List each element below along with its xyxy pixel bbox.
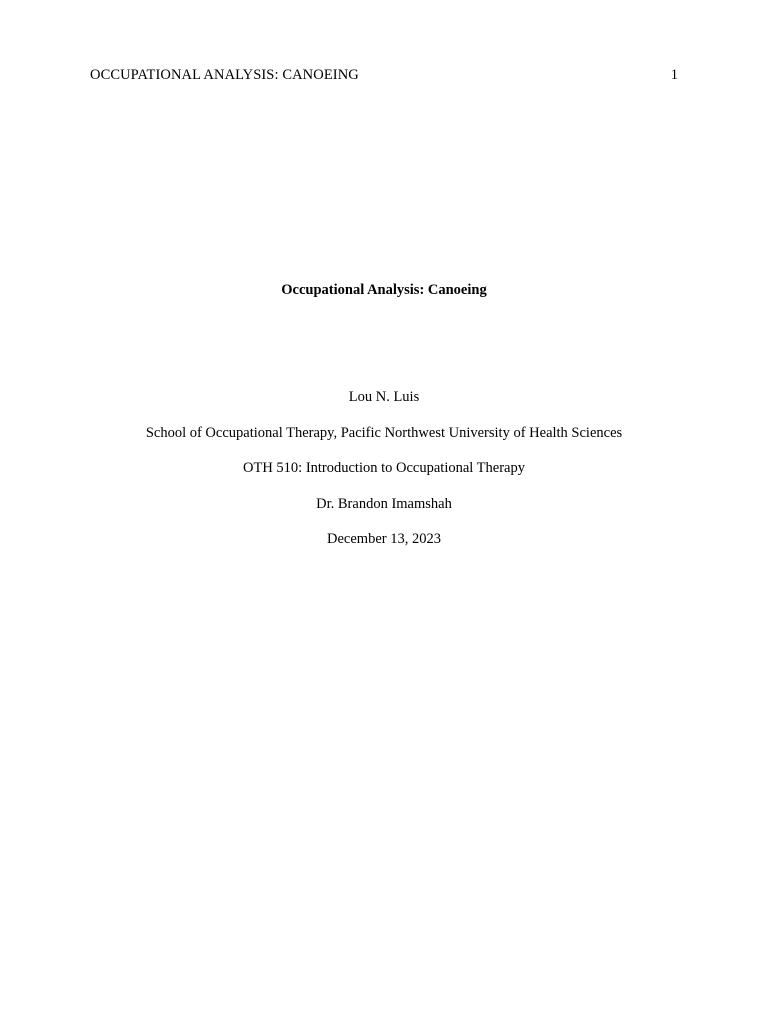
author-name: Lou N. Luis: [348, 389, 420, 405]
due-date: December 13, 2023: [327, 531, 441, 548]
instructor-name: Dr. Brandon Imamshah: [316, 495, 452, 512]
page-number: 1: [670, 67, 678, 83]
byline-block: [0, 388, 768, 566]
running-head: OCCUPATIONAL ANALYSIS: CANOEING: [90, 67, 359, 83]
affiliation: School of Occupational Therapy, Pacific Northwest University of Health Sciences: [145, 424, 623, 441]
course-name: OTH 510: Introduction to Occupational Therapy: [242, 460, 525, 477]
paper-title: Occupational Analysis: Canoeing: [281, 282, 487, 298]
